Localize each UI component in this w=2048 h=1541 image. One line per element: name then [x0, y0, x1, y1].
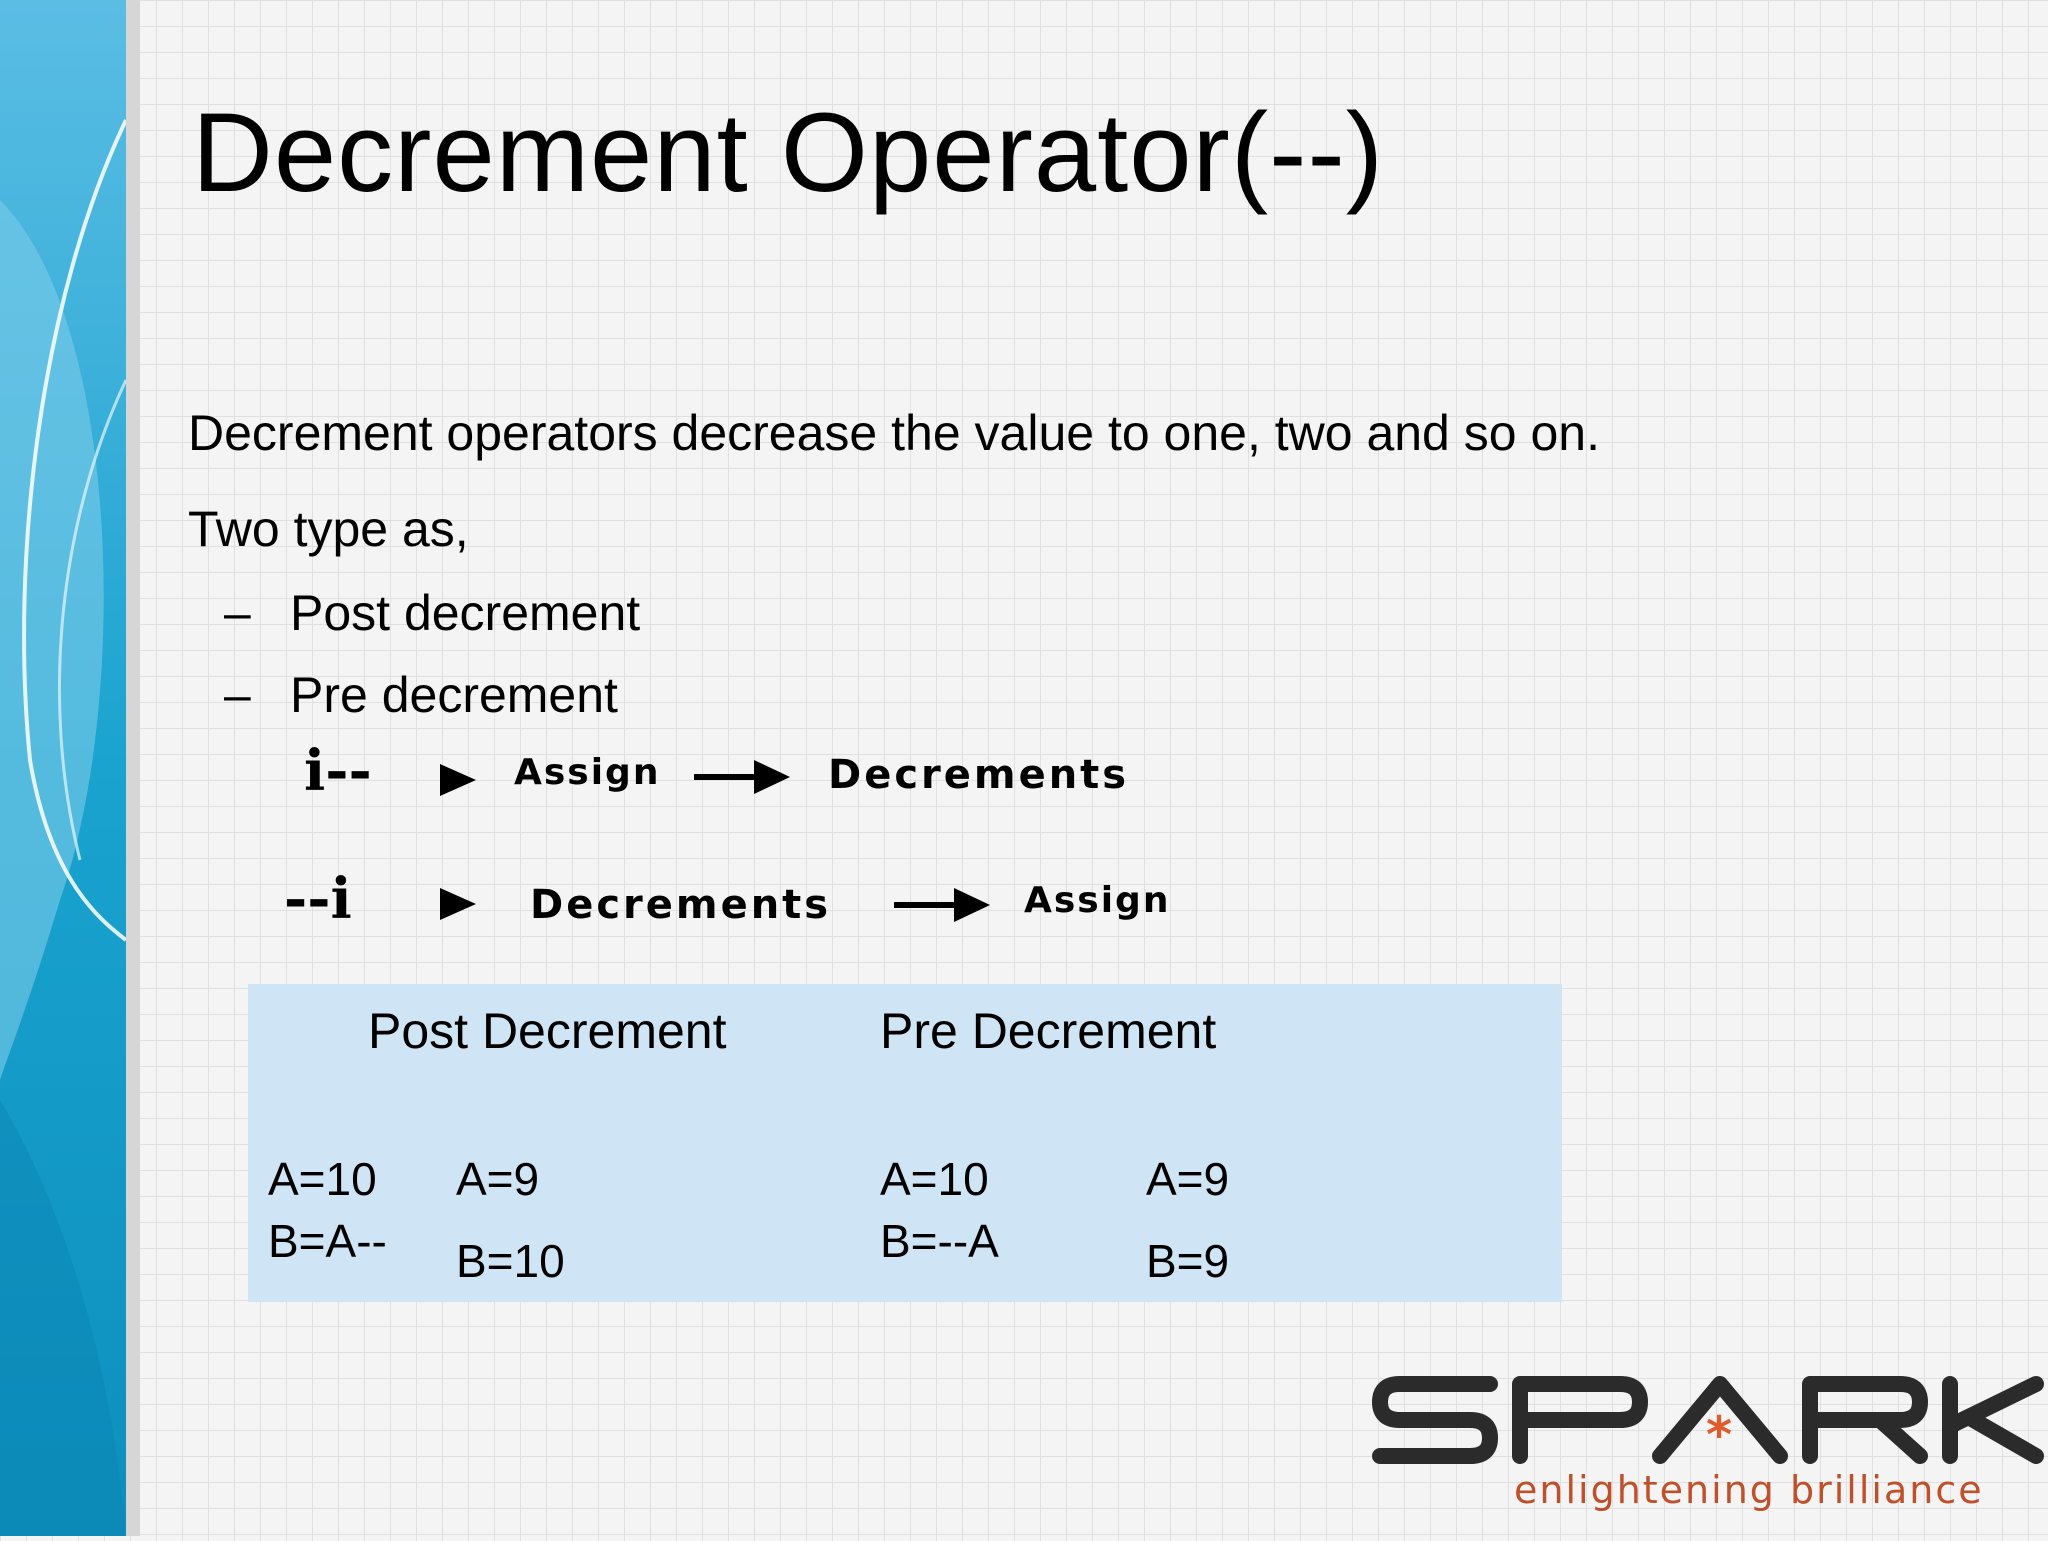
slide-title: Decrement Operator(--) [192, 90, 1385, 215]
comparison-box [248, 984, 1562, 1302]
logo-tagline: enlightening brilliance [1514, 1468, 1984, 1512]
swoosh-graphic [0, 0, 140, 1536]
pre-before-a: A=10 [880, 1153, 989, 1205]
post-header: Post Decrement [368, 1003, 727, 1059]
pre-step-assign: Assign [1024, 880, 1171, 921]
arrow-right-icon [694, 774, 784, 780]
post-step-decrements: Decrements [828, 752, 1130, 798]
spark-wordmark [1370, 1370, 2044, 1470]
bullet-definition: Decrement operators decrease the value to one, two and so on. [188, 405, 1600, 461]
pre-step-decrements: Decrements [530, 882, 832, 928]
post-step-assign: Assign [514, 752, 661, 793]
post-after-a: A=9 [456, 1153, 540, 1205]
pre-operator: --i [284, 866, 352, 932]
sidebar-decoration [0, 0, 140, 1536]
pre-after-b: B=9 [1146, 1235, 1230, 1287]
spark-logo [1370, 1370, 2044, 1475]
bullet-types: Two type as, [188, 501, 469, 557]
pre-header: Pre Decrement [880, 1003, 1217, 1059]
post-after-b: B=10 [456, 1235, 565, 1287]
sub-bullet-marker: – [224, 587, 251, 640]
pre-after-a: A=9 [1146, 1153, 1230, 1205]
pointer-icon [440, 764, 476, 796]
svg-text:*: * [1706, 1406, 1733, 1464]
post-operator: i-- [304, 738, 372, 804]
sub-bullet-post: Post decrement [290, 585, 641, 641]
post-before-a: A=10 [268, 1153, 377, 1205]
sub-bullet-marker: – [224, 669, 251, 722]
arrow-right-icon [894, 902, 984, 908]
sub-bullet-pre: Pre decrement [290, 667, 618, 723]
post-before-b: B=A-- [268, 1215, 387, 1267]
pre-before-b: B=--A [880, 1215, 999, 1267]
pointer-icon [440, 888, 476, 920]
